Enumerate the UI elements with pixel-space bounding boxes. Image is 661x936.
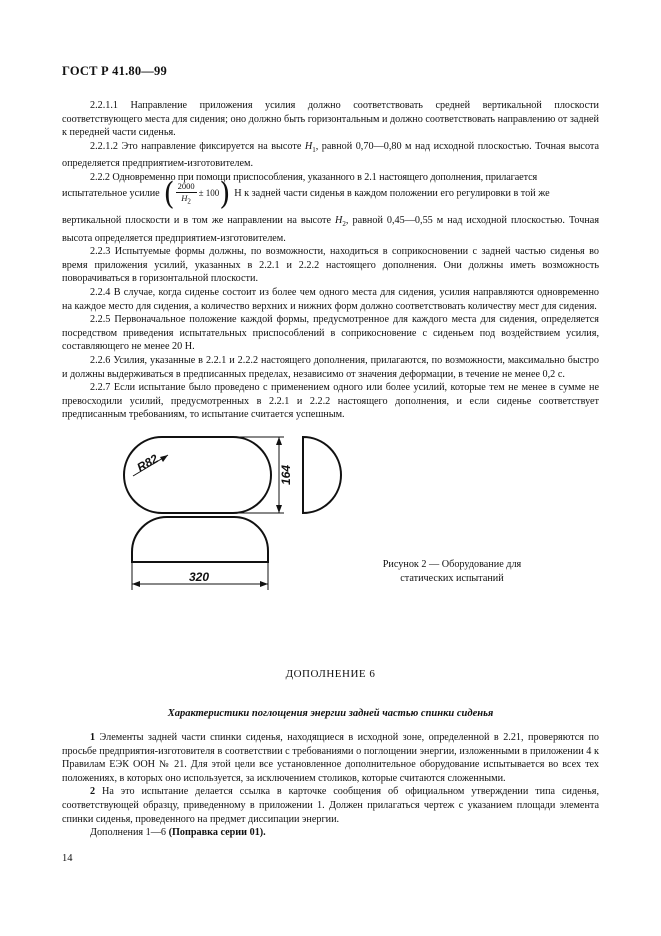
arrow-head bbox=[276, 505, 282, 513]
item-number: 2 bbox=[90, 786, 96, 798]
paragraph-text: , равной 0,45—0,55 м над исходной плоскостью. Точная высота определяется предприятием-изготовителем. bbox=[62, 215, 600, 244]
formula-lead-text: испытательное усилие bbox=[62, 188, 160, 200]
paragraph-2-2-4: 2.2.4 В случае, когда сиденье состоит из более чем одного места для сидения, усилия направляются одновременно на каждое место для сидения, а количество верхних и нижних форм должно соответствовать количеству мест для сидения. bbox=[62, 287, 599, 312]
right-paren: ) bbox=[219, 175, 231, 212]
amendment-series: (Поправка серии 01). bbox=[168, 827, 266, 839]
arrow-head bbox=[160, 455, 168, 462]
paragraph-2-2-5: 2.2.5 Первоначальное положение каждой формы, предусмотренное для каждого места для сидения, определяется посредством приведения испытательных приспособлений в соприкосновение с сиденьем под воздействием усилия, составляющего не менее 20 Н. bbox=[62, 314, 599, 353]
paragraph-text: вертикальной плоскости и в том же направлении на высоте bbox=[62, 215, 332, 226]
plus-minus-term: ± 100 bbox=[198, 188, 220, 199]
figure-caption: Рисунок 2 — Оборудование для статических испытаний bbox=[382, 559, 522, 584]
supplement-title: ДОПОЛНЕНИЕ 6 bbox=[285, 668, 376, 680]
supplement-amendment-note bbox=[62, 826, 599, 840]
paragraph-text: Элементы задней части спинки сиденья, находящиеся в исходной зоне, определенной в 2.21, проверяются по просьбе предприятия-изготовителя в соответствии с требованиями о поглощении энергии, изложенными в приложении 4 к Правилам ЕЭК ООН № 21. Для этой цели все установленное дополнительное оборудование испытывается во всех тех положениях, в которых оно используется, за исключением столиков, которые считаются сложенными. bbox=[62, 732, 599, 784]
paragraph-2-2-3: 2.2.3 Испытуемые формы должны, по возможности, находиться в соприкосновении с задней частью сиденья во время приложения усилий, указанных в 2.2.1 и 2.2.2 настоящего дополнения. Они должны иметь возможность поворачиваться в горизонтальной плоскости. bbox=[62, 246, 599, 285]
page-number: 14 bbox=[62, 853, 73, 864]
paragraph-text: , равной 0,70—0,80 м над исходной плоскостью. Точная высота определяется предприятием-изготовителем. bbox=[62, 140, 599, 170]
variable-subscript: 2 bbox=[187, 197, 191, 206]
stadium-form-outline bbox=[124, 437, 271, 513]
width-label: 320 bbox=[189, 570, 210, 584]
paragraph-text: Н к задней части сиденья в каждом положении его регулировки в той же bbox=[234, 188, 550, 200]
paragraph-2-2-7: 2.2.7 Если испытание было проведено с применением одного или более усилий, которые тем не менее в сумме не превосходили усилий, предусмотренных в 2.2.1 и 2.2.2 настоящего дополнения, и если сиденье соответствует предписанным требованиям, то испытание считается успешным. bbox=[62, 382, 599, 421]
fraction-numerator: 2000 bbox=[177, 180, 195, 191]
paragraph-text: 2.2.2 Одновременно при помощи приспособления, указанного в 2.1 настоящего дополнения, прилагается bbox=[90, 172, 538, 183]
half-round-form-side-view bbox=[303, 437, 341, 513]
arrow-head bbox=[276, 437, 282, 445]
paragraph-text: 2.2.1.2 Это направление фиксируется на высоте bbox=[90, 140, 302, 152]
half-round-form-bottom-view bbox=[132, 517, 268, 562]
variable-h: H bbox=[335, 215, 343, 226]
radius-label: R82 bbox=[134, 451, 161, 475]
variable-subscript: 1 bbox=[312, 145, 316, 154]
variable-h: H bbox=[304, 140, 313, 152]
supplement-subtitle: Характеристики поглощения энергии задней частью спинки сиденья bbox=[167, 708, 494, 719]
paragraph-text: На это испытание делается ссылка в карточке сообщения об официальном утверждении типа сиденья, соответствующей образцу, приведенному в приложении 1. Должен прилагаться чертеж с указанием площади элемента спинки сиденья, проведенного на предмет диссипации энергии. bbox=[62, 786, 599, 825]
height-label: 164 bbox=[279, 464, 293, 485]
item-number: 1 bbox=[90, 732, 96, 743]
arrow-head bbox=[132, 581, 140, 587]
document-header: ГОСТ Р 41.80—99 bbox=[62, 64, 167, 78]
supplement-6-body bbox=[62, 731, 599, 840]
arrow-head bbox=[260, 581, 268, 587]
variable-h: H bbox=[181, 192, 188, 203]
supplement-item-1 bbox=[62, 731, 599, 785]
left-paren: ( bbox=[163, 175, 175, 212]
variable-subscript: 2 bbox=[342, 220, 346, 229]
paragraph-2-2-1-1: 2.2.1.1 Направление приложения усилия должно соответствовать средней вертикальной плоскости соответствующего места для сидения; оно должно быть горизонтальным и должно соответствовать направлению от задней к передней части сиденья. bbox=[62, 100, 599, 139]
supplement-item-2 bbox=[62, 785, 599, 826]
paragraph-text: Дополнения 1—6 bbox=[90, 827, 169, 839]
paragraph-2-2-6: 2.2.6 Усилия, указанные в 2.2.1 и 2.2.2 настоящего дополнения, прилагаются, по возможности, максимально быстро и должны выдерживаться в предписанных пределах, независимо от значения деформации, в течение не менее 0,2 с. bbox=[62, 354, 599, 380]
